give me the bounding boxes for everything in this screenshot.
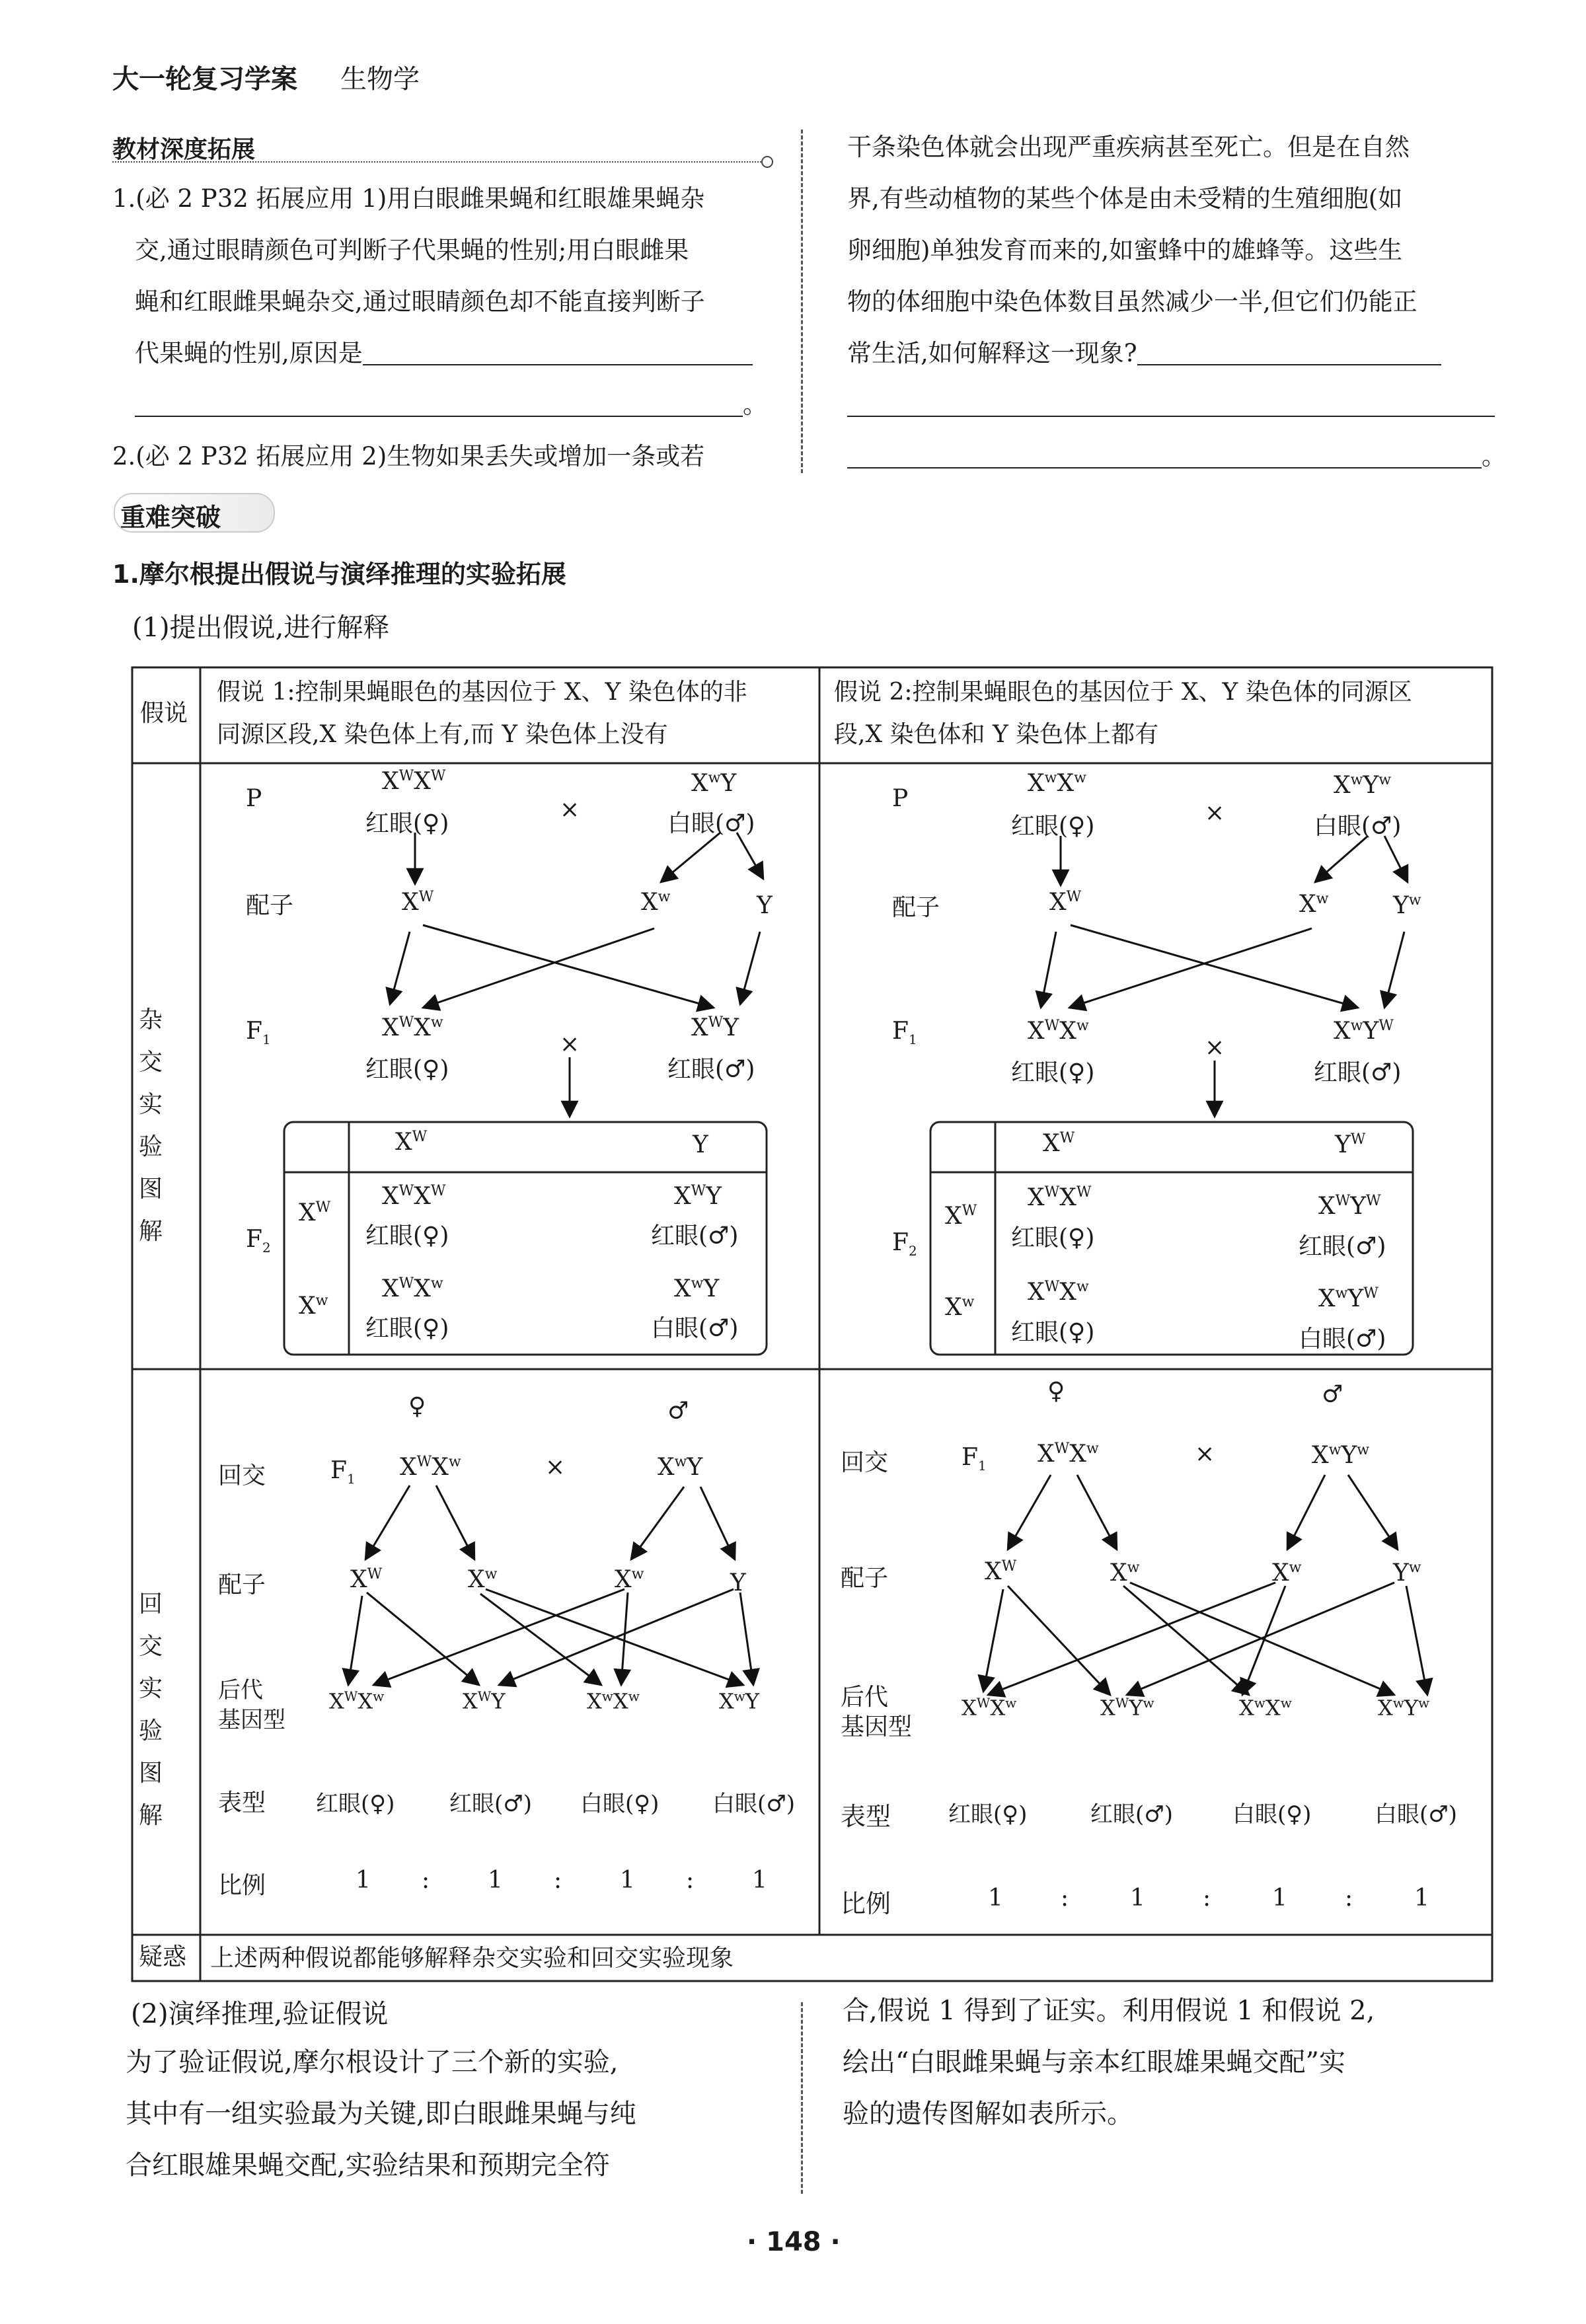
h2-f1-female-phenotype: 红眼(♀) <box>1011 1059 1095 1086</box>
column-divider-bottom <box>801 2002 803 2194</box>
q2-line5: 物的体细胞中染色体数目虽然减少一半,但它们仍能正 <box>847 287 1417 316</box>
h2-bc-gamete-Yw: $Y^w$ <box>1393 1559 1421 1587</box>
h2-gamete-label: 配子 <box>892 894 940 921</box>
h2-bc-offspring-l1: 后代 <box>841 1684 889 1711</box>
h1-bc-off-4: $X^wY$ <box>719 1688 760 1714</box>
h1-P-label: P <box>246 785 262 812</box>
doubt-text: 上述两种假说都能够解释杂交实验和回交实验现象 <box>210 1945 734 1972</box>
h1-gamete-Y: Y <box>757 892 773 919</box>
h2-f2-c22-genotype: $X^wY^W$ <box>1318 1285 1378 1312</box>
h2-bc-male-symbol: ♂ <box>1322 1381 1343 1408</box>
hyp1-line2: 同源区段,X 染色体上有,而 Y 染色体上没有 <box>217 721 668 748</box>
h1-bc-phenotype-label: 表型 <box>218 1789 266 1817</box>
h2-bc-gamete-Xw-2: $X^w$ <box>1272 1559 1302 1587</box>
h1-gamete-XW: $X^W$ <box>402 889 434 916</box>
h1-p-female-genotype: $X^WX^W$ <box>382 768 446 795</box>
h2-f2-col-YW: $Y^W$ <box>1335 1131 1366 1158</box>
q1-period: 。 <box>743 391 767 419</box>
hyp2-line2: 段,X 染色体和 Y 染色体上都有 <box>834 721 1159 748</box>
h2-bc-label: 回交 <box>841 1449 889 1476</box>
h2-f2-c12-phenotype: 红眼(♂) <box>1299 1233 1386 1260</box>
q2-line1: 2.(必 2 P32 拓展应用 2)生物如果丢失或增加一条或若 <box>112 442 705 470</box>
h1-p-male-phenotype: 白眼(♂) <box>667 810 755 837</box>
book-title: 大一轮复习学案 <box>112 63 297 94</box>
h2-bc-ratio-label: 比例 <box>841 1889 891 1918</box>
h2-f2-col-XW: $X^W$ <box>1043 1130 1075 1157</box>
h2-f2-c12-genotype: $X^WY^W$ <box>1318 1193 1381 1220</box>
para2-left-line1: 为了验证假说,摩尔根设计了三个新的实验, <box>126 2047 619 2078</box>
key-section-title: 重难突破 <box>120 503 221 532</box>
h2-F2-label: $F_2$ <box>892 1229 917 1259</box>
h1-f2-c21-genotype: $X^WX^w$ <box>382 1275 443 1302</box>
h1-bc-gamete-Y: Y <box>730 1569 746 1596</box>
h2-p-male-genotype: $X^wY^w$ <box>1334 772 1392 799</box>
h2-bc-offspring-l2: 基因型 <box>841 1713 913 1741</box>
h2-bc-off-4: $X^wY^w$ <box>1378 1695 1430 1721</box>
para2-right-line2: 绘出“白眼雌果蝇与亲本红眼雄果蝇交配”实 <box>843 2047 1345 2078</box>
h1-p-female-phenotype: 红眼(♀) <box>365 810 449 837</box>
q1-line2: 交,通过眼睛颜色可判断子代果蝇的性别;用白眼雌果 <box>135 236 689 264</box>
q2-line2: 干条染色体就会出现严重疾病甚至死亡。但是在自然 <box>847 133 1410 161</box>
h2-f2-c21-phenotype: 红眼(♀) <box>1011 1319 1095 1346</box>
h2-gamete-XW: $X^W$ <box>1049 889 1082 916</box>
h1-f1-female-phenotype: 红眼(♀) <box>365 1056 449 1083</box>
q1-line3: 蝇和红眼雌果蝇杂交,通过眼睛颜色却不能直接判断子 <box>135 287 705 316</box>
h1-f1-male-phenotype: 红眼(♂) <box>667 1056 755 1083</box>
para2-right-line3: 验的遗传图解如表所示。 <box>843 2099 1133 2129</box>
h2-bc-gamete-label: 配子 <box>841 1565 889 1592</box>
h1-f2-col-XW: $X^W$ <box>395 1129 428 1156</box>
h1-bc-pheno-3: 白眼(♀) <box>580 1791 660 1817</box>
h1-bc-pheno-2: 红眼(♂) <box>449 1791 533 1817</box>
h2-bc-off-3: $X^wX^w$ <box>1239 1695 1292 1721</box>
h1-f2-c12-phenotype: 红眼(♂) <box>651 1222 739 1250</box>
h1-bc-pheno-1: 红眼(♀) <box>316 1791 395 1817</box>
h1-bc-F1: $F_1$ <box>330 1457 356 1487</box>
h2-bc-female-genotype: $X^WX^w$ <box>1038 1441 1099 1468</box>
q1-line4: 代果蝇的性别,原因是 <box>135 339 363 367</box>
row-label-backcross: 回交实验图解 <box>139 1591 163 1829</box>
h1-F1-label: $F_1$ <box>246 1018 271 1048</box>
h2-bc-pheno-3: 白眼(♀) <box>1232 1801 1312 1828</box>
table-outer-border <box>132 667 1492 1981</box>
h1-f2-c11-genotype: $X^WX^W$ <box>382 1183 446 1210</box>
h2-f2-c11-genotype: $X^WX^W$ <box>1028 1184 1092 1211</box>
h1-bc-female-genotype: $X^WX^w$ <box>400 1454 461 1481</box>
h2-bc-pheno-2: 红眼(♂) <box>1090 1801 1174 1828</box>
subject-title: 生物学 <box>340 64 420 94</box>
h2-ratio-2: 1 <box>1130 1885 1145 1912</box>
h1-f2-c22-genotype: $X^wY$ <box>674 1275 720 1302</box>
h2-p-cross: × <box>1205 800 1225 827</box>
h2-bc-F1: $F_1$ <box>962 1444 987 1474</box>
row-label-doubt: 疑惑 <box>139 1943 187 1970</box>
section-textbook-title: 教材深度拓展 <box>112 136 256 163</box>
h2-bc-off-1: $X^WX^w$ <box>962 1695 1017 1721</box>
q2-line6: 常生活,如何解释这一现象? <box>847 339 1137 367</box>
h1-bc-ratio-label: 比例 <box>218 1872 266 1899</box>
h2-f1-cross: × <box>1205 1034 1225 1061</box>
h1-bc-gamete-Xw-1: $X^w$ <box>468 1566 498 1593</box>
hyp2-line1: 假说 2:控制果蝇眼色的基因位于 X、Y 染色体的同源区 <box>834 679 1412 706</box>
h1-gamete-Xw: $X^w$ <box>641 889 671 916</box>
h2-bc-phenotype-label: 表型 <box>841 1802 891 1831</box>
h1-F2-label: $F_2$ <box>246 1226 271 1256</box>
h2-f1-male-genotype: $X^wY^W$ <box>1334 1018 1394 1045</box>
topic1-sub1: (1)提出假说,进行解释 <box>132 613 390 643</box>
h1-ratio-colon-2: : <box>554 1867 562 1894</box>
h2-gamete-Yw: $Y^w$ <box>1393 892 1421 919</box>
h2-bc-female-symbol: ♀ <box>1047 1378 1065 1405</box>
h1-bc-gamete-Xw-2: $X^w$ <box>615 1566 644 1593</box>
para2-left-line3: 合红眼雄果蝇交配,实验结果和预期完全符 <box>126 2150 610 2181</box>
h2-ratio-colon-2: : <box>1203 1885 1211 1912</box>
h2-bc-gamete-XW: $X^W$ <box>985 1558 1017 1585</box>
topic1-title: 1.摩尔根提出假说与演绎推理的实验拓展 <box>112 560 566 589</box>
h2-bc-gamete-Xw: $X^w$ <box>1110 1559 1140 1587</box>
h1-f2-c22-phenotype: 白眼(♂) <box>651 1315 739 1342</box>
h1-bc-gamete-XW: $X^W$ <box>350 1566 383 1593</box>
h1-ratio-3: 1 <box>620 1867 635 1894</box>
h2-f2-c22-phenotype: 白眼(♂) <box>1299 1326 1386 1353</box>
h1-bc-label: 回交 <box>218 1462 266 1489</box>
row-label-hypothesis: 假说 <box>140 700 188 727</box>
hyp1-line1: 假说 1:控制果蝇眼色的基因位于 X、Y 染色体的非 <box>217 679 747 706</box>
h2-p-female-phenotype: 红眼(♀) <box>1011 813 1095 840</box>
h2-ratio-3: 1 <box>1272 1885 1287 1912</box>
h1-ratio-colon-3: : <box>686 1867 695 1894</box>
h2-f2-row-Xw: $X^w$ <box>945 1294 975 1321</box>
h1-f2-row-Xw: $X^w$ <box>299 1293 328 1320</box>
h2-bc-cross: × <box>1195 1441 1215 1468</box>
h1-bc-gamete-label: 配子 <box>218 1571 266 1598</box>
h2-F1-label: $F_1$ <box>892 1018 917 1048</box>
h1-f2-c11-phenotype: 红眼(♀) <box>365 1222 449 1250</box>
h1-f1-cross: × <box>560 1031 580 1058</box>
h2-ratio-1: 1 <box>988 1885 1003 1912</box>
para2-left-line2: 其中有一组实验最为关键,即白眼雌果蝇与纯 <box>126 2099 636 2129</box>
h2-bc-off-2: $X^WY^w$ <box>1100 1695 1154 1721</box>
q2-line3: 界,有些动植物的某些个体是由未受精的生殖细胞(如 <box>847 184 1403 213</box>
h2-ratio-colon-3: : <box>1345 1885 1353 1912</box>
row-label-cross: 杂交实验图解 <box>139 1006 163 1245</box>
h2-f2-c11-phenotype: 红眼(♀) <box>1011 1224 1095 1252</box>
para2-right-line1: 合,假说 1 得到了证实。利用假说 1 和假说 2, <box>843 1996 1375 2026</box>
h1-bc-off-1: $X^WX^w$ <box>329 1688 385 1714</box>
h1-f1-female-genotype: $X^WX^w$ <box>382 1014 443 1041</box>
h2-f1-male-phenotype: 红眼(♂) <box>1314 1059 1402 1086</box>
q2-period: 。 <box>1482 442 1506 470</box>
page-number: · 148 · <box>747 2227 841 2257</box>
h2-f1-female-genotype: $X^WX^w$ <box>1028 1018 1089 1045</box>
q1-line1: 1.(必 2 P32 拓展应用 1)用白眼雌果蝇和红眼雄果蝇杂 <box>112 184 705 213</box>
h2-gamete-Xw: $X^w$ <box>1299 891 1329 918</box>
h1-f2-c12-genotype: $X^WY$ <box>674 1183 722 1210</box>
h2-p-male-phenotype: 白眼(♂) <box>1314 813 1402 840</box>
q2-line4: 卵细胞)单独发育而来的,如蜜蜂中的雄蜂等。这些生 <box>847 236 1403 264</box>
h1-f1-male-genotype: $X^WY$ <box>691 1014 739 1041</box>
h1-bc-offspring-l1: 后代 <box>218 1677 263 1704</box>
h1-bc-offspring-l2: 基因型 <box>218 1707 285 1733</box>
h2-bc-pheno-1: 红眼(♀) <box>948 1801 1028 1828</box>
h2-ratio-4: 1 <box>1414 1885 1429 1912</box>
h1-bc-male-genotype: $X^wY$ <box>658 1454 703 1481</box>
topic1-sub2: (2)演绎推理,验证假说 <box>131 1999 389 2029</box>
h1-p-male-genotype: $X^wY$ <box>691 770 737 797</box>
h1-ratio-colon-1: : <box>422 1867 430 1894</box>
h2-f2-c21-genotype: $X^WX^w$ <box>1028 1279 1089 1306</box>
h1-gamete-label: 配子 <box>246 892 294 919</box>
h1-bc-female-symbol: ♀ <box>408 1393 426 1420</box>
h1-ratio-4: 1 <box>752 1867 767 1894</box>
h1-p-cross: × <box>560 796 580 823</box>
h2-ratio-colon-1: : <box>1061 1885 1069 1912</box>
h1-f2-c21-phenotype: 红眼(♀) <box>365 1315 449 1342</box>
h2-P-label: P <box>892 785 909 812</box>
h2-bc-male-genotype: $X^wY^w$ <box>1312 1442 1370 1469</box>
para2-left <box>126 2037 786 2191</box>
h1-ratio-1: 1 <box>356 1867 371 1894</box>
para2-right <box>843 1985 1503 2140</box>
h1-f2-row-XW: $X^W$ <box>299 1199 331 1226</box>
h1-bc-pheno-4: 白眼(♂) <box>712 1791 796 1817</box>
h1-bc-off-3: $X^wX^w$ <box>587 1688 640 1714</box>
h2-p-female-genotype: $X^wX^w$ <box>1028 770 1086 797</box>
h1-bc-off-2: $X^WY$ <box>463 1688 506 1714</box>
h1-f2-col-Y: Y <box>693 1131 708 1158</box>
h1-ratio-2: 1 <box>488 1867 503 1894</box>
h1-bc-cross: × <box>545 1454 566 1481</box>
h2-bc-pheno-4: 白眼(♂) <box>1375 1801 1458 1828</box>
h1-bc-male-symbol: ♂ <box>667 1398 689 1425</box>
h2-f2-row-XW: $X^W$ <box>945 1203 977 1230</box>
